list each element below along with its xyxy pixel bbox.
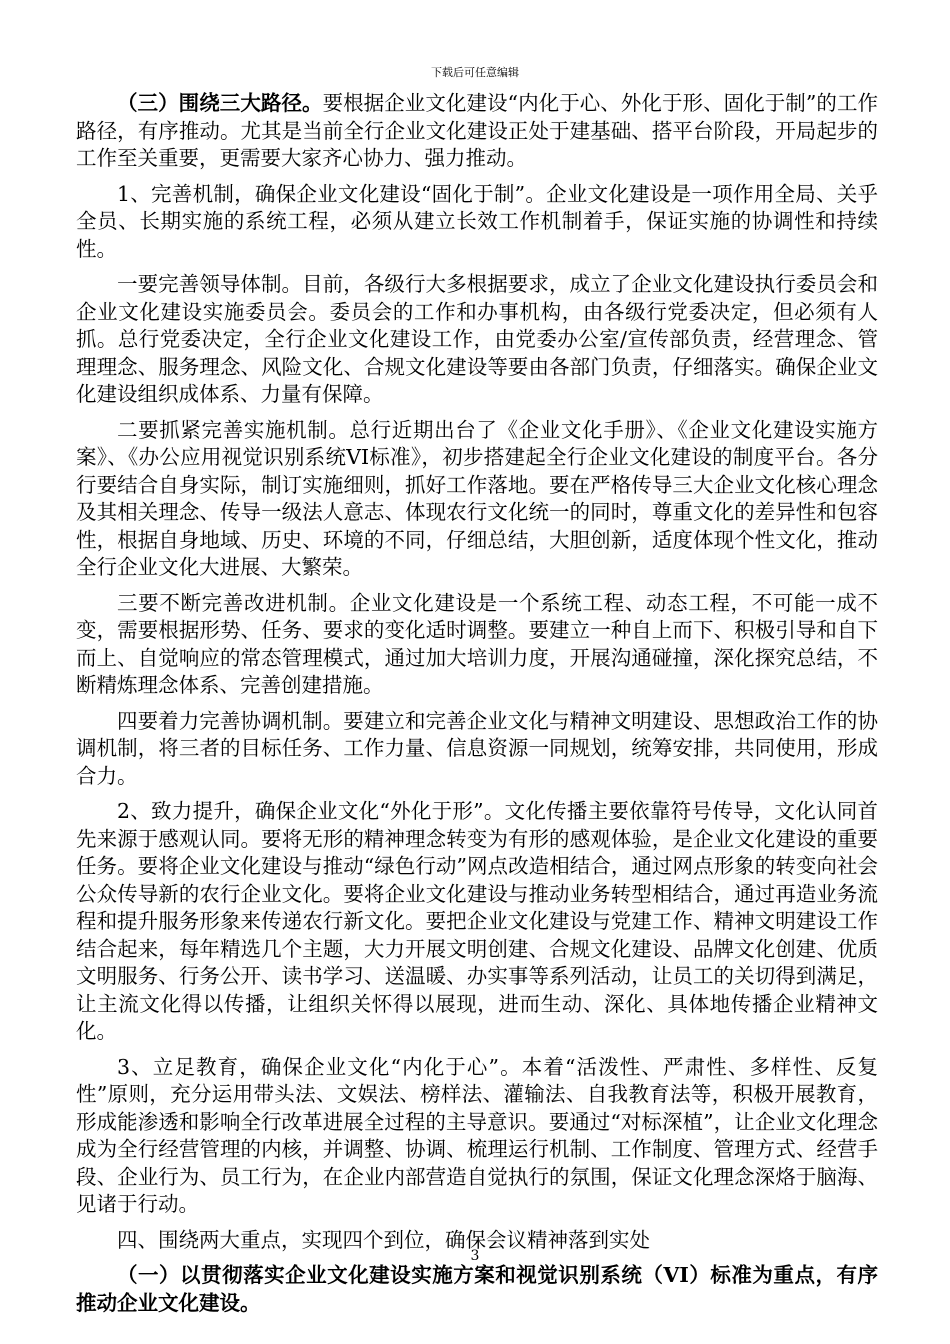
- paragraph-leadership: 一要完善领导体制。目前，各级行大多根据要求，成立了企业文化建设执行委员会和企业文化建设实施委员会。委员会的工作和办事机构，由各级行党委决定，但必须有人抓。总行党委决定，全行企业文化建设工作，由党委办公室/宣传部负责，经营理念、管理理念、服务理念、风险文化、合规文化建设等要由各部门负责，仔细落实。确保企业文化建设组织成体系、力量有保障。: [76, 272, 878, 406]
- section-heading-4: 四、围绕两大重点，实现四个到位，确保会议精神落到实处: [117, 1227, 650, 1252]
- paragraph-coordination: 四要着力完善协调机制。要建立和完善企业文化与精神文明建设、思想政治工作的协调机制，将三者的目标任务、工作力量、信息资源一同规划，统筹安排，共同使用，形成合力。: [76, 708, 878, 788]
- paragraph-improvement: 三要不断完善改进机制。企业文化建设是一个系统工程、动态工程，不可能一成不变，需要根据形势、任务、要求的变化适时调整。要建立一种自上而下、积极引导和自下而上、自觉响应的常态管理模式，通过加大培训力度，开展沟通碰撞，深化探究总结，不断精炼理念体系、完善创建措施。: [76, 590, 878, 697]
- paragraph-section-3: [76, 90, 878, 173]
- subsection-heading-1: （一）以贯彻落实企业文化建设实施方案和视觉识别系统（VI）标准为重点，有序推动企业文化建设。: [76, 1263, 878, 1315]
- page-header: 下载后可任意编辑: [431, 66, 519, 79]
- document-body: [76, 90, 878, 1325]
- paragraph-item-1: 1、完善机制，确保企业文化建设“固化于制”。企业文化建设是一项作用全局、关乎全员、长期实施的系统工程，必须从建立长效工作机制着手，保证实施的协调性和持续性。: [76, 181, 878, 261]
- paragraph-text: 要根据企业文化建设“内化于心、外化于形、固化于制”的工作路径，有序推动。尤其是当前全行企业文化建设正处于建基础、搭平台阶段，开局起步的工作至关重要，更需要大家齐心协力、强力推动。: [76, 91, 879, 170]
- section-heading-lead: （三）围绕三大路径。: [117, 91, 323, 115]
- paragraph-item-2: 2、致力提升，确保企业文化“外化于形”。文化传播主要依靠符号传导，文化认同首先来源于感观认同。要将无形的精神理念转变为有形的感观体验，是企业文化建设的重要任务。要将企业文化建设与推动“绿色行动”网点改造相结合，通过网点形象的转变向社会公众传导新的农行企业文化。要将企业文化建设与推动业务转型相结合，通过再造业务流程和提升服务形象来传递农行新文化。要把企业文化建设与党建工作、精神文明建设工作结合起来，每年精选几个主题，大力开展文明创建、合规文化建设、品牌文化创建、优质文明服务、行务公开、读书学习、送温暖、办实事等系列活动，让员工的关切得到满足，让主流文化得以传播，让组织关怀得以展现，进而生动、深化、具体地传播企业精神文化。: [76, 799, 878, 1043]
- page-number: 3: [470, 1248, 480, 1264]
- paragraph-item-3: 3、立足教育，确保企业文化“内化于心”。本着“活泼性、严肃性、多样性、反复性”原则，充分运用带头法、文娱法、榜样法、灌输法、自我教育法等，积极开展教育，形成能渗透和影响全行改革进展全过程的主导意识。要通过“对标深植”，让企业文化理念成为全行经营管理的内核，并调整、协调、梳理运行机制、工作制度、管理方式、经营手段、企业行为、员工行为，在企业内部营造自觉执行的氛围，保证文化理念深烙于脑海、见诸于行动。: [76, 1054, 878, 1216]
- paragraph-implementation: 二要抓紧完善实施机制。总行近期出台了《企业文化手册》、《企业文化建设实施方案》、《办公应用视觉识别系统VI标准》，初步搭建起全行企业文化建设的制度平台。各分行要结合自身实际，制订实施细则，抓好工作落地。要在严格传导三大企业文化核心理念及其相关理念、传导一级法人意志、体现农行文化统一的同时，尊重文化的差异性和包容性，根据自身地域、历史、环境的不同，仔细总结，大胆创新，适度体现个性文化，推动全行企业文化大进展、大繁荣。: [76, 417, 878, 579]
